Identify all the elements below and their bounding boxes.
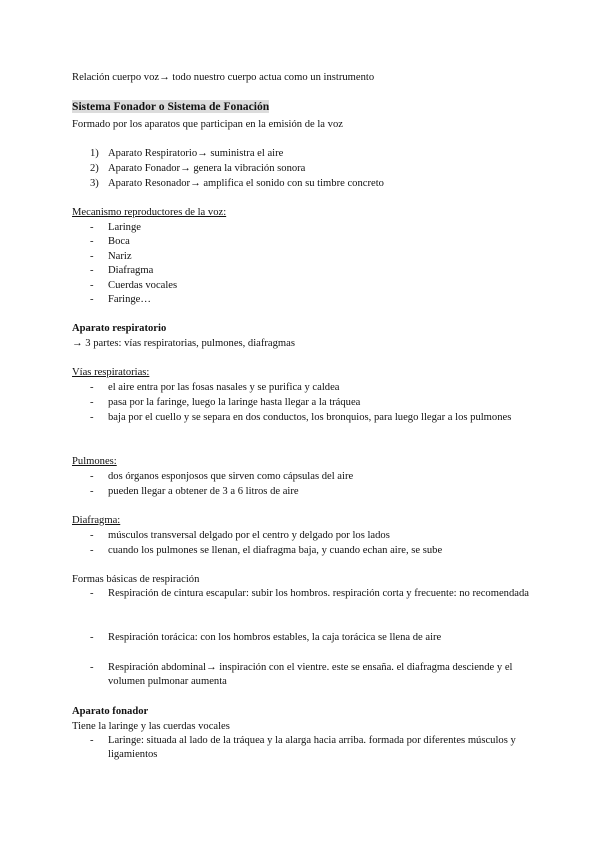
list-item: - baja por el cuello y se separa en dos conductos, los bronquios, para luego llegar a los pulmones	[90, 412, 512, 423]
list-item: - Faringe…	[90, 294, 151, 305]
intro-line: Relación cuerpo voz→ todo nuestro cuerpo actua como un instrumento	[72, 72, 375, 83]
item-number: 3)	[90, 178, 99, 189]
numbered-item	[90, 177, 384, 191]
section-description: Formado por los aparatos que participan en la emisión de la voz	[72, 119, 343, 130]
list-item: - Cuerdas vocales	[90, 280, 178, 291]
list-item: - músculos transversal delgado por el centro y delgado por los lados	[90, 530, 390, 541]
list-item: - dos órganos esponjosos que sirven como cápsulas del aire	[90, 471, 354, 482]
list-item: - el aire entra por las fosas nasales y se purifica y caldea	[90, 382, 340, 393]
fonador-description: Tiene la laringe y las cuerdas vocales	[72, 721, 230, 732]
section-title-text: Sistema Fonador o Sistema de Fonación	[72, 100, 270, 113]
list-item: - Boca	[90, 236, 130, 247]
item-text: Aparato Resonador→ amplifica el sonido con su timbre concreto	[108, 178, 384, 189]
list-item: - Respiración de cintura escapular: subir los hombros. respiración corta y frecuente: no recomendada	[90, 588, 529, 599]
list-item: - Nariz	[90, 251, 132, 262]
item-number: 2)	[90, 163, 99, 174]
list-item: - Respiración abdominal→ inspiración con el vientre. este se ensaña. el diafragma desciende y el volumen pulmonar aumenta	[90, 662, 513, 688]
numbered-item	[90, 147, 283, 161]
diafragma-heading: Diafragma:	[72, 515, 121, 526]
list-item: - cuando los pulmones se llenan, el diafragma baja, y cuando echan aire, se sube	[90, 545, 443, 556]
list-item: - pasa por la faringe, luego la laringe hasta llegar a la tráquea	[90, 397, 361, 408]
mecanismo-heading: Mecanismo reproductores de la voz:	[72, 207, 227, 218]
item-text: Aparato Fonador→ genera la vibración sonora	[108, 163, 306, 174]
respiratorio-partes: → 3 partes: vías respiratorias, pulmones, diafragmas	[72, 338, 295, 349]
item-text: Aparato Respiratorio→ suministra el aire	[108, 148, 284, 159]
fonador-heading: Aparato fonador	[72, 706, 149, 717]
numbered-item	[90, 162, 305, 176]
list-item: - Laringe: situada al lado de la tráquea y la alarga hacia arriba. formada por diferentes músculos y ligamientos	[90, 735, 516, 761]
section-title	[72, 100, 540, 115]
item-number: 1)	[90, 148, 99, 159]
list-item: - Laringe	[90, 222, 141, 233]
pulmones-heading: Pulmones:	[72, 456, 117, 467]
respiratorio-heading: Aparato respiratorio	[72, 323, 167, 334]
list-item: - pueden llegar a obtener de 3 a 6 litros de aire	[90, 486, 299, 497]
list-item: - Diafragma	[90, 265, 154, 276]
vias-heading: Vías respiratorias:	[72, 367, 150, 378]
formas-heading: Formas básicas de respiración	[72, 574, 200, 585]
list-item: - Respiración torácica: con los hombros estables, la caja torácica se llena de aire	[90, 632, 442, 643]
